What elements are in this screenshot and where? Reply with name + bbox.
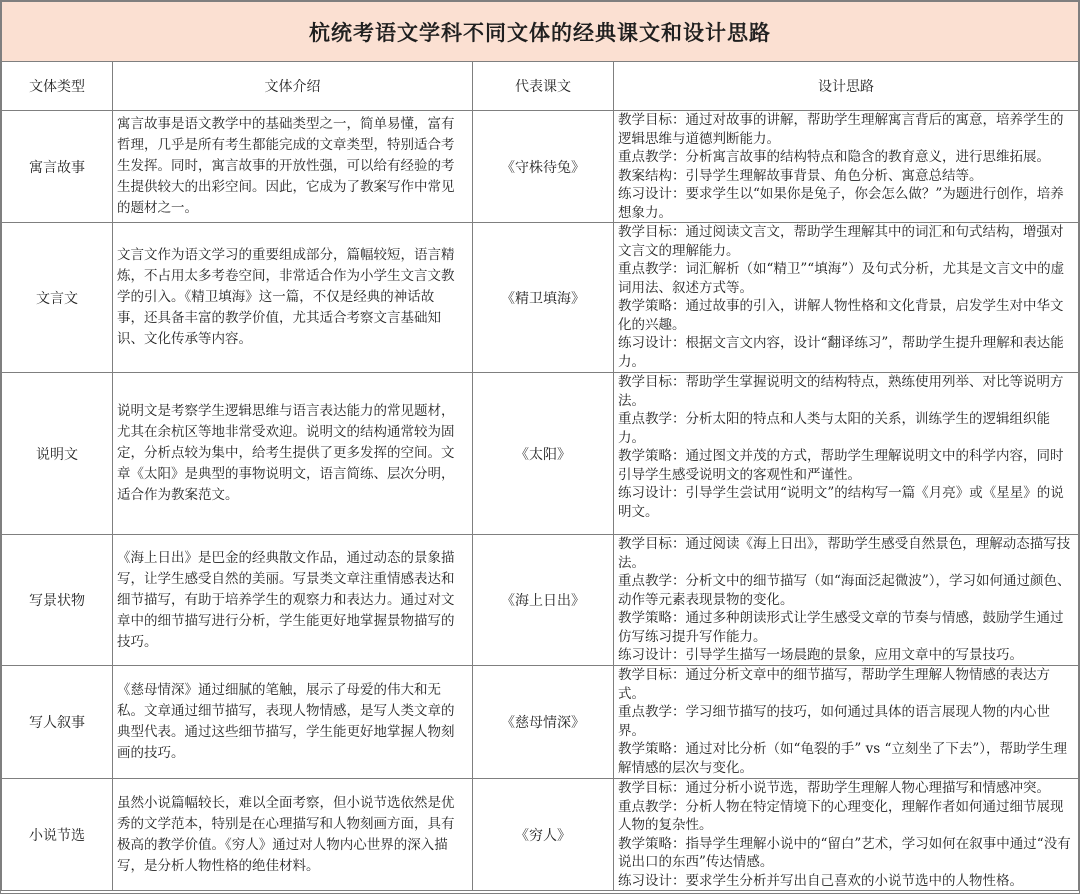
table-row [2,779,1079,891]
design-cell [614,666,1079,779]
intro-cell: 文言文作为语文学习的重要组成部分，篇幅较短，语言精炼，不占用太多考卷空间，非常适合作为小学生文言文教学的引入。《精卫填海》这一篇，不仅是经典的神话故事，还具备丰富的教学价值，尤其适合考察文言基础知识、文化传承等内容。 [113,223,473,373]
design-line: 教学策略：通过多种朗读形式让学生感受文章的节奏与情感，鼓励学生通过仿写练习提升写作能力。 [618,610,1064,645]
intro-cell: 《慈母情深》通过细腻的笔触，展示了母爱的伟大和无私。文章通过细节描写，表现人物情感，是写人类文章的典型代表。通过这些细节描写，学生能更好地掌握人物刻画的技巧。 [113,666,473,779]
table-title: 杭统考语文学科不同文体的经典课文和设计思路 [2,2,1079,62]
design-line: 重点教学：分析太阳的特点和人类与太阳的关系，训练学生的逻辑组织能力。 [618,411,1050,446]
text-cell: 《守株待兔》 [473,111,614,223]
design-cell [614,535,1079,666]
text-cell: 《精卫填海》 [473,223,614,373]
header-type: 文体类型 [2,62,113,111]
genre-cell: 写景状物 [2,535,113,666]
header-row [2,62,1079,111]
design-line: 教学策略：指导学生理解小说中的“留白”艺术，学习如何在叙事中通过“没有说出口的东西”传达情感。 [618,835,1071,870]
genre-cell: 文言文 [2,223,113,373]
text-cell: 《穷人》 [473,779,614,891]
header-intro: 文体介绍 [113,62,473,111]
design-line: 教学目标：通过分析小说节选，帮助学生理解人物心理描写和情感冲突。 [618,780,1050,796]
table-row [2,666,1079,779]
design-line: 教学目标：通过阅读《海上日出》，帮助学生感受自然景色，理解动态描写技法。 [618,536,1071,571]
title-row [2,2,1079,62]
table-row [2,535,1079,666]
design-line: 教学策略：通过图文并茂的方式，帮助学生理解说明文中的科学内容，同时引导学生感受说明文的客观性和严谨性。 [618,448,1064,483]
design-cell [614,223,1079,373]
intro-cell: 说明文是考察学生逻辑思维与语言表达能力的常见题材，尤其在余杭区等地非常受欢迎。说明文的结构通常较为固定，分析点较为集中，给考生提供了更多发挥的空间。文章《太阳》是典型的事物说明文，语言简练、层次分明，适合作为教案范文。 [113,373,473,535]
design-cell [614,779,1079,891]
text-cell: 《慈母情深》 [473,666,614,779]
design-line: 教案结构：引导学生理解故事背景、角色分析、寓意总结等。 [618,167,983,184]
table-row [2,373,1079,535]
genre-cell: 说明文 [2,373,113,535]
design-line: 练习设计：要求学生分析并写出自己喜欢的小说节选中的人物性格。 [618,872,1023,889]
design-line: 教学策略：通过故事的引入，讲解人物性格和文化背景，启发学生对中华文化的兴趣。 [618,298,1064,333]
design-line: 教学目标：帮助学生掌握说明文的结构特点，熟练使用列举、对比等说明方法。 [618,374,1064,409]
genre-cell: 寓言故事 [2,111,113,223]
text-cell: 《海上日出》 [473,535,614,666]
text-cell: 《太阳》 [473,373,614,535]
design-line: 练习设计：引导学生描写一场晨跑的景象，应用文章中的写景技巧。 [618,647,1023,663]
design-line: 重点教学：分析人物在特定情境下的心理变化，理解作者如何通过细节展现人物的复杂性。 [618,798,1064,833]
design-line: 教学目标：通过分析文章中的细节描写，帮助学生理解人物情感的表达方式。 [618,667,1050,702]
intro-cell: 虽然小说篇幅较长，难以全面考察，但小说节选依然是优秀的文学范本，特别是在心理描写和人物刻画方面，具有极高的教学价值。《穷人》通过对人物内心世界的深入描写，是分析人物性格的绝佳材料。 [113,779,473,891]
header-text: 代表课文 [473,62,614,111]
design-cell [614,111,1079,223]
intro-cell: 《海上日出》是巴金的经典散文作品，通过动态的景象描写，让学生感受自然的美丽。写景类文章注重情感表达和细节描写，有助于培养学生的观察力和表达力。通过对文章中的细节描写进行分析，学生能更好地掌握景物描写的技巧。 [113,535,473,666]
design-line: 重点教学：分析文中的细节描写（如“海面泛起微波”），学习如何通过颜色、动作等元素表现景物的变化。 [618,573,1071,608]
table-row [2,223,1079,373]
design-line: 练习设计：根据文言文内容，设计“翻译练习”，帮助学生提升理解和表达能力。 [618,335,1064,370]
design-line: 练习设计：引导学生尝试用“说明文”的结构写一篇《月亮》或《星星》的说明文。 [618,485,1064,520]
design-cell [614,373,1079,535]
lesson-table [1,1,1079,891]
genre-cell: 小说节选 [2,779,113,891]
table-row [2,111,1079,223]
design-line: 重点教学：分析寓言故事的结构特点和隐含的教育意义，进行思维拓展。 [618,149,1050,165]
design-line: 重点教学：学习细节描写的技巧，如何通过具体的语言展现人物的内心世界。 [618,704,1050,739]
genre-cell: 写人叙事 [2,666,113,779]
design-line: 教学目标：通过对故事的讲解，帮助学生理解寓言背后的寓意，培养学生的逻辑思维与道德判断能力。 [618,112,1064,147]
design-line: 练习设计：要求学生以“如果你是兔子，你会怎么做？”为题进行创作，培养想象力。 [618,186,1064,221]
header-design: 设计思路 [614,62,1079,111]
design-line: 重点教学：词汇解析（如“精卫”“填海”）及句式分析，尤其是文言文中的虚词用法、叙述方式等。 [618,261,1065,296]
design-line: 教学策略：通过对比分析（如“龟裂的手” vs “立刻坐了下去”），帮助学生理解情感的层次与变化。 [618,741,1067,776]
intro-cell: 寓言故事是语文教学中的基础类型之一，简单易懂，富有哲理，几乎是所有考生都能完成的文章类型，特别适合考生发挥。同时，寓言故事的开放性强，可以给有经验的考生提供较大的出彩空间。因此，它成为了教案写作中常见的题材之一。 [113,111,473,223]
design-line: 教学目标：通过阅读文言文，帮助学生理解其中的词汇和句式结构，增强对文言文的理解能力。 [618,224,1064,259]
